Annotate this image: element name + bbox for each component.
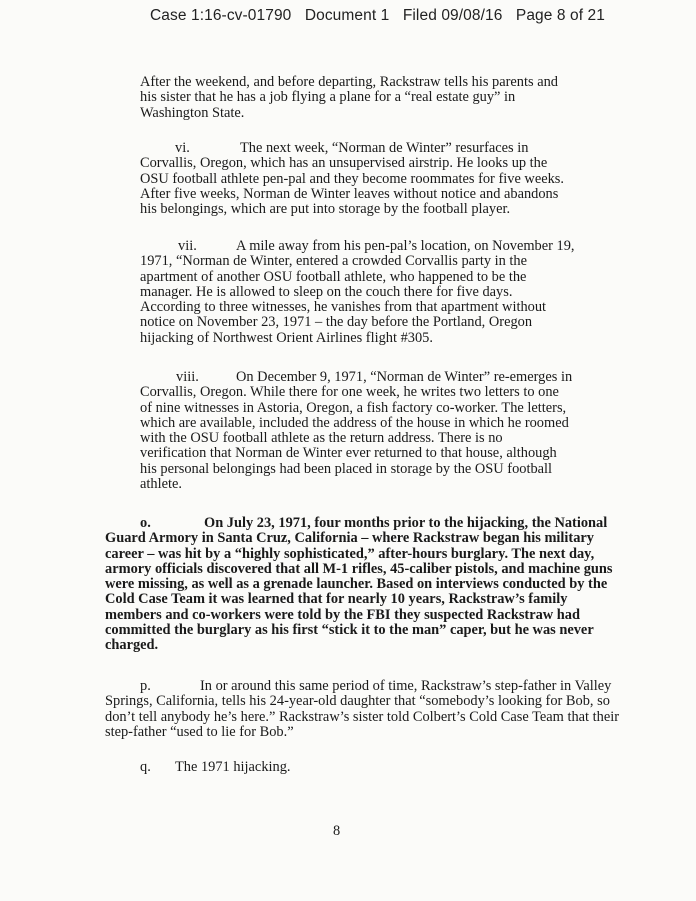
text-line: were missing, as well as a grenade launcher. Based on interviews conducted by the (105, 576, 608, 593)
text-line: Cold Case Team it was learned that for nearly 10 years, Rackstraw’s family (105, 591, 568, 608)
paragraph-vi (140, 140, 564, 218)
text-line: apartment of another OSU football athlete, who happened to be the (140, 268, 527, 285)
text-line: committed the burglary as his first “stick it to the man” caper, but he was never (105, 622, 594, 639)
text-line: OSU football athlete pen-pal and they become roommates for five weeks. (140, 170, 564, 187)
text-line: career – was hit by a “highly sophisticated,” after-hours burglary. The next day, (105, 545, 595, 562)
case-header (150, 7, 614, 25)
item-label: p. (140, 678, 151, 694)
text-line: his belongings, which are put into storage by the football player. (140, 201, 511, 218)
text-line: Guard Armory in Santa Cruz, California – where Rackstraw began his military (105, 530, 594, 547)
paragraph-p (105, 678, 620, 740)
filed-date: Filed 09/08/16 (402, 7, 503, 24)
text-line: p. In or around this same period of time, Rackstraw’s step-father in Valley (105, 679, 525, 694)
text-line: vi. The next week, “Norman de Winter” resurfaces in (140, 141, 560, 156)
text-line: members and co-workers were told by the FBI they suspected Rackstraw had (105, 606, 580, 623)
text-line: 1971, “Norman de Winter, entered a crowded Corvallis party in the (140, 253, 528, 270)
document-number: Document 1 (304, 7, 390, 24)
text-line: Springs, California, tells his 24-year-old daughter that “somebody’s looking for Bob, so (105, 693, 610, 710)
text-line: charged. (105, 637, 159, 654)
text-line: hijacking of Northwest Orient Airlines flight #305. (140, 329, 433, 346)
text-line: which are available, included the address of the house in which he roomed (140, 414, 569, 431)
text-line: Corvallis, Oregon. While there for one week, he writes two letters to one (140, 384, 559, 401)
text-line: his personal belongings had been placed in storage by the OSU football (140, 460, 553, 477)
text-line: Washington State. (140, 104, 245, 121)
item-label: o. (140, 515, 151, 531)
text-line: After the weekend, and before departing, Rackstraw tells his parents and (140, 74, 558, 90)
page-number: 8 (333, 823, 341, 839)
text-line: According to three witnesses, he vanishes from that apartment without (140, 299, 547, 316)
text-line: his sister that he has a job flying a plane for a “real estate guy” in (140, 89, 516, 106)
text-line: armory officials discovered that all M-1 rifles, 45-caliber pistols, and machine guns (105, 560, 613, 577)
text-line: Corvallis, Oregon, which has an unsupervised airstrip. He looks up the (140, 155, 548, 172)
text-line: manager. He is allowed to sleep on the couch there for five days. (140, 283, 513, 300)
item-label: viii. (176, 369, 199, 385)
paragraph-vii (140, 238, 575, 346)
text-line: o. On July 23, 1971, four months prior to the hijacking, the National (105, 516, 525, 531)
text-line: step-father “used to lie for Bob.” (105, 723, 294, 740)
paragraph-viii (140, 369, 573, 493)
text-line: verification that Norman de Winter ever returned to that house, although (140, 445, 557, 462)
page-indicator: Page 8 of 21 (515, 7, 605, 24)
text-line: q. The 1971 hijacking. (105, 760, 525, 775)
item-label: vi. (175, 140, 190, 156)
text-line: viii. On December 9, 1971, “Norman de Winter” re-emerges in (140, 370, 560, 385)
paragraph-q (105, 760, 525, 775)
case-number: Case 1:16-cv-01790 (150, 7, 292, 24)
text-line: athlete. (140, 476, 182, 493)
text-line: vii. A mile away from his pen-pal’s location, on November 19, (140, 239, 560, 254)
text-line: of nine witnesses in Astoria, Oregon, a fish factory co-worker. The letters, (140, 399, 567, 416)
text-line: don’t tell anybody he’s here.” Rackstraw’s sister told Colbert’s Cold Case Team that their (105, 708, 620, 725)
text-line: with the OSU football athlete as the return address. There is no (140, 430, 503, 447)
item-label: vii. (178, 238, 197, 254)
text-line: After five weeks, Norman de Winter leaves without notice and abandons (140, 185, 559, 202)
paragraph-intro (140, 75, 560, 121)
text-line: notice on November 23, 1971 – the day before the Portland, Oregon (140, 314, 533, 331)
paragraph-o (105, 515, 613, 654)
item-label: q. (140, 759, 151, 775)
